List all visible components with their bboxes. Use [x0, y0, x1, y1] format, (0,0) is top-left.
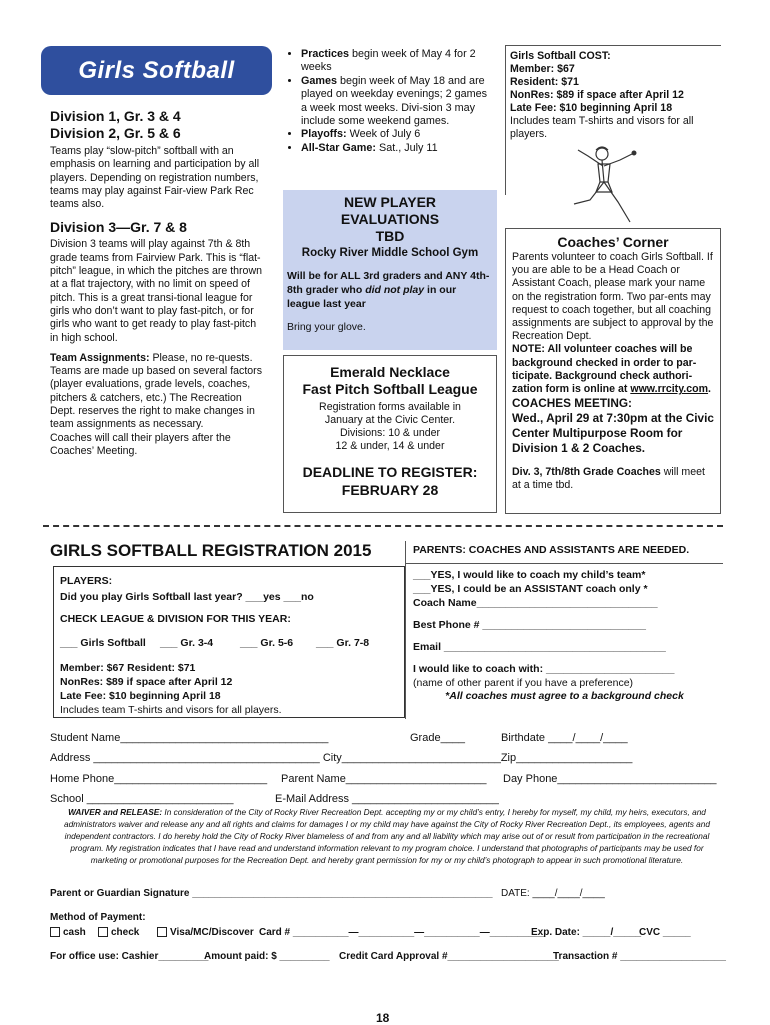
evaluations-location: Rocky River Middle School Gym [301, 247, 479, 259]
exp-date-field[interactable]: Exp. Date: _____/_____ [531, 927, 642, 938]
emerald-title-line2: Fast Pitch Softball League [302, 381, 478, 397]
waiver-release [52, 806, 722, 866]
parent-name-field[interactable]: Parent Name_______________________ [281, 773, 487, 785]
team-assignments-label: Team Assignments: [50, 351, 150, 364]
evaluations-title-line1: NEW PLAYER [343, 194, 437, 210]
pay-check-option[interactable]: check [98, 927, 139, 938]
schedule-item-practices: • Practices begin week of May 4 for 2 weeks [301, 48, 492, 75]
registration-title: GIRLS SOFTBALL REGISTRATION 2015 [50, 541, 372, 560]
rrcity-link[interactable]: www.rrcity.com [630, 383, 709, 396]
option-gr-3-4[interactable]: ___ Gr. 3-4 [160, 637, 214, 649]
players-box [53, 566, 405, 718]
card-number-field[interactable]: Card # __________—__________—__________—__________ [259, 927, 546, 938]
schedule-item-all-star: • All-Star Game: Sat., July 11 [301, 142, 492, 155]
parents-section [405, 541, 723, 719]
visa-checkbox[interactable] [157, 927, 167, 937]
left-column [50, 108, 265, 458]
transaction-field[interactable]: Transaction # ___________________ [553, 951, 726, 962]
student-name-field[interactable]: Student Name__________________________________ [50, 732, 329, 744]
address-field[interactable]: Address _____________________________________ City__________________________Zip___________________ [50, 752, 633, 764]
signature-field[interactable]: Parent or Guardian Signature ______________________________________________________ [50, 888, 493, 899]
amount-paid-field[interactable]: Amount paid: $ _________ [204, 951, 330, 962]
payment-title: Method of Payment: [50, 912, 146, 923]
school-field[interactable]: School ________________________ [50, 793, 234, 805]
team-assignments-paragraph [50, 352, 265, 432]
new-player-evaluations-box [283, 190, 497, 350]
background-check-note: *All coaches must agree to a background check [445, 690, 684, 702]
deadline-line2: FEBRUARY 28 [341, 482, 439, 498]
email-field[interactable]: Email ______________________________________ [413, 641, 666, 653]
coaches-corner-text: Parents volunteer to coach Girls Softball. If you are able to be a Head Coach or Assistant Coach, please mark your name on the registration form. Two par-ents may request to coach together, but all coaching assignments are subject to approval by the Recreation Dept. [512, 251, 714, 343]
cashier-field[interactable]: For office use: Cashier_________ [50, 951, 209, 962]
cc-approval-field[interactable]: Credit Card Approval #____________________ [339, 951, 559, 962]
pay-cash-option[interactable]: cash [50, 927, 86, 938]
evaluations-title-line2: EVALUATIONS [340, 211, 440, 227]
coaches-call-note: Coaches will call their players after the Coaches’ Meeting. [50, 431, 231, 457]
coach-with-field[interactable]: I would like to coach with: ______________________ [413, 663, 675, 675]
played-last-year-field[interactable]: Did you play Girls Softball last year? ___yes ___no [60, 591, 314, 603]
grade-field[interactable]: Grade____ [410, 732, 466, 744]
other-parent-note: (name of other parent if you have a preference) [413, 677, 634, 689]
form-late-fee: Late Fee: $10 beginning April 18 [60, 690, 221, 702]
best-phone-field[interactable]: Best Phone # ____________________________ [413, 619, 646, 631]
division-1-2-heading-line2: Division 2, Gr. 5 & 6 [50, 125, 181, 141]
check-league-label: CHECK LEAGUE & DIVISION FOR THIS YEAR: [60, 613, 291, 625]
pay-visa-option[interactable]: Visa/MC/Discover [157, 927, 254, 938]
cash-checkbox[interactable] [50, 927, 60, 937]
cost-nonres: NonRes: $89 if space after April 12 [510, 89, 684, 101]
page-number: 18 [376, 1011, 390, 1025]
evaluations-title-line3: TBD [375, 228, 405, 244]
division-3-heading: Division 3—Gr. 7 & 8 [50, 219, 187, 236]
emerald-necklace-box [283, 355, 497, 513]
option-gr-7-8[interactable]: ___ Gr. 7-8 [316, 637, 370, 649]
emerald-text-4: 12 & under, 14 & under [335, 440, 445, 452]
yes-assistant-field[interactable]: ___YES, I could be an ASSISTANT coach only * [413, 583, 648, 595]
option-gr-5-6[interactable]: ___ Gr. 5-6 [240, 637, 294, 649]
day-phone-field[interactable]: Day Phone__________________________ [503, 773, 717, 785]
option-girls-softball[interactable]: ___ Girls Softball [60, 637, 146, 649]
evaluations-note: Will be for ALL 3rd graders and ANY 4th-8th grader who did not play in our league last year [287, 270, 490, 310]
parents-title: PARENTS: COACHES AND ASSISTANTS ARE NEEDED. [413, 544, 690, 556]
cost-includes: Includes team T-shirts and visors for all players. [510, 115, 694, 140]
deadline-line1: DEADLINE TO REGISTER: [302, 464, 478, 480]
coaches-corner-title: Coaches’ Corner [557, 234, 669, 250]
division-1-2-description: Teams play “slow-pitch” softball with an emphasis on learning and participation by all players. Depending on registration numbers, teams may play against Fair-view Park Rec teams also. [50, 145, 260, 211]
div3-coaches-meeting: Div. 3, 7th/8th Grade Coaches will meet at a time tbd. [512, 466, 705, 492]
coaches-corner-box [505, 228, 721, 514]
evaluations-glove-note: Bring your glove. [287, 321, 366, 333]
waiver-text: In consideration of the City of Rocky River Recreation Dept. accepting my or my child’s entry, I hereby for myself, my child, my heirs, executors, and administrators waiver and release any and all rights and claims for damages I or my child may have against the City of Rocky River Recreation Dept., its employees, agents and independent contractors. I do hereby hold the City of Rocky River blameless of and from any and all liability which may arise out of or result from participation in the recreational program. My registration indicates that I have read and understand information relevant to my program choice. I understand that photographs of participants may be used for marketing or promotional purposes for the Recreation Dept. and hereby grant permission for my or my child’s photograph to appear in such promotional literature. [63, 807, 711, 865]
emerald-title-line1: Emerald Necklace [330, 364, 450, 380]
date-field[interactable]: DATE: ____/____/____ [501, 888, 605, 899]
cut-line [43, 525, 723, 527]
check-checkbox[interactable] [98, 927, 108, 937]
emerald-text-2: January at the Civic Center. [324, 414, 456, 426]
waiver-label: WAIVER and RELEASE: [68, 807, 163, 817]
schedule-item-playoffs: • Playoffs: Week of July 6 [301, 128, 492, 141]
cost-title: Girls Softball COST: [510, 50, 611, 62]
softball-pitcher-illustration [560, 142, 660, 232]
form-member-resident: Member: $67 Resident: $71 [60, 662, 196, 674]
coaches-note: NOTE: All volunteer coaches will be background checked in order to par-ticipate. Background check authori-zation form is online at www.rrcity.com. [512, 343, 711, 396]
cvc-field[interactable]: CVC _____ [639, 927, 691, 938]
emerald-text-1: Registration forms available in [319, 401, 461, 413]
cost-late-fee: Late Fee: $10 beginning April 18 [510, 102, 673, 114]
email-address-field[interactable]: E-Mail Address ________________________ [275, 793, 499, 805]
emerald-text-3: Divisions: 10 & under [339, 427, 441, 439]
form-nonres: NonRes: $89 if space after April 12 [60, 676, 233, 688]
division-1-2-heading-line1: Division 1, Gr. 3 & 4 [50, 108, 181, 124]
form-includes: Includes team T-shirts and visors for all players. [60, 704, 282, 716]
team-assignments-text: Please, no re-quests. Teams are made up based on several factors (player evaluations, grade levels, coaches, pitchers & catchers, etc.) The Recreation Dept. reserves the right to make changes in team assignments as necessary. [50, 351, 262, 431]
schedule-item-games: • Games begin week of May 18 and are played on weekday evenings; 2 games a week most weeks. Divi-sion 3 may include some weekend games. [301, 75, 492, 129]
home-phone-field[interactable]: Home Phone_________________________ [50, 773, 268, 785]
players-label: PLAYERS: [60, 575, 113, 587]
division-3-description: Division 3 teams will play against 7th & 8th grade teams from Fairview Park. This is “flat-pitch” league, in which the pitches are thrown at a flat trajectory, with no limit on speed of pitch. This is a great transi-tional league for girls who don’t want to play fast-pitch, or for girls who want to get ready to play fast-pitch in high school. [50, 238, 262, 344]
schedule-list [287, 48, 492, 155]
coaches-meeting-title: COACHES MEETING: [512, 396, 632, 411]
coaches-meeting-text: Wed., April 29 at 7:30pm at the Civic Center Multipurpose Room for Division 1 & 2 Coaches. [512, 411, 714, 456]
birthdate-field[interactable]: Birthdate ____/____/____ [501, 732, 628, 744]
coach-name-field[interactable]: Coach Name_______________________________ [413, 597, 658, 609]
cost-member: Member: $67 [510, 63, 575, 75]
girls-softball-banner: Girls Softball [41, 46, 272, 95]
yes-coach-field[interactable]: ___YES, I would like to coach my child’s team* [413, 569, 646, 581]
cost-resident: Resident: $71 [510, 76, 579, 88]
